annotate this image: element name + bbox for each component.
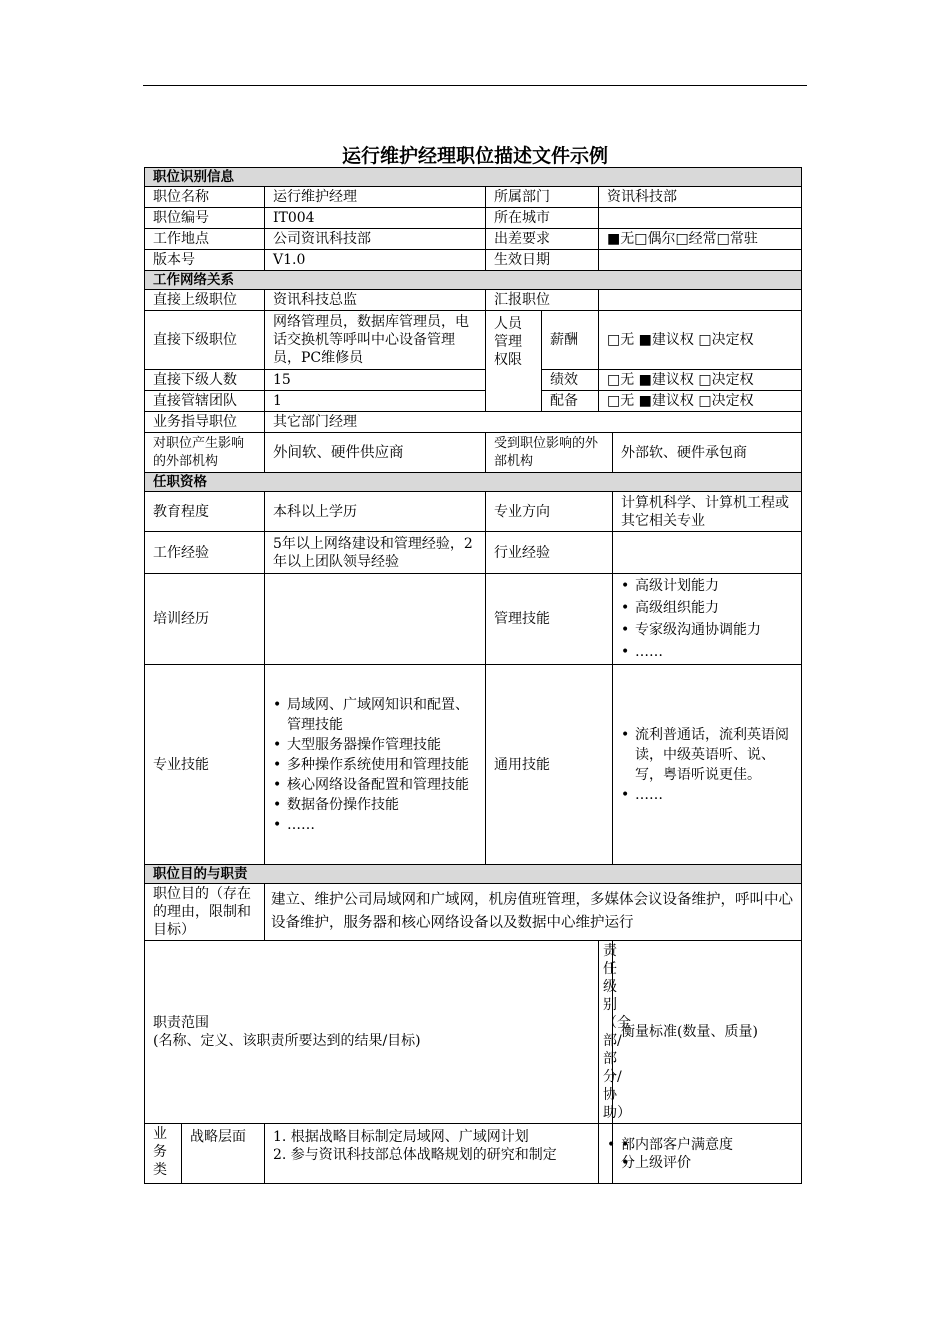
general-skills-list (613, 665, 802, 865)
section-header-network: 工作网络关系 (145, 271, 802, 290)
responsibility-level-label: 责任级别（全部/部分/协助） (599, 941, 613, 1124)
section-header-purpose: 职位目的与职责 (145, 865, 802, 884)
major-label: 专业方向 (486, 492, 613, 532)
guidance-value: 其它部门经理 (265, 412, 802, 433)
purpose-label: 职位目的（存在的理由，限制和目标） (145, 884, 265, 941)
list-item: • 数据备份操作技能 (273, 795, 477, 815)
list-item: 1. 根据战略目标制定局域网、广域网计划 (273, 1129, 529, 1145)
list-item: 2. 参与资讯科技部总体战略规划的研究和制定 (273, 1147, 557, 1163)
staffing-authority: □无 ■建议权 □决定权 (599, 391, 802, 412)
travel-value: ■无□偶尔□经常□常驻 (599, 229, 802, 250)
travel-label: 出差要求 (486, 229, 599, 250)
management-skills-label: 管理技能 (486, 574, 613, 665)
city-label: 所在城市 (486, 208, 599, 229)
job-description-table (144, 167, 802, 1184)
salary-authority: □无 ■建议权 □决定权 (599, 311, 802, 370)
team-label: 直接管辖团队 (145, 391, 265, 412)
strategy-measures (613, 1124, 802, 1184)
education-label: 教育程度 (145, 492, 265, 532)
subordinate-label: 直接下级职位 (145, 311, 265, 370)
education-value: 本科以上学历 (265, 492, 486, 532)
staffing-label: 配备 (542, 391, 599, 412)
list-item: • 局域网、广域网知识和配置、管理技能 (273, 695, 477, 735)
training-value (265, 574, 486, 665)
scope-title: 职责范围 (153, 1015, 209, 1031)
document-title: 运行维护经理职位描述文件示例 (341, 145, 608, 167)
industry-label: 行业经验 (486, 532, 613, 574)
experience-label: 工作经验 (145, 532, 265, 574)
list-item: • 核心网络设备配置和管理技能 (273, 775, 477, 795)
subordinate-count-label: 直接下级人数 (145, 370, 265, 391)
job-code-value: IT004 (265, 208, 486, 229)
list-item: • 内部客户满意度 (621, 1136, 793, 1154)
performance-label: 绩效 (542, 370, 599, 391)
location-label: 工作地点 (145, 229, 265, 250)
section-header-identification: 职位识别信息 (145, 168, 802, 187)
header-rule (143, 85, 807, 86)
performance-authority: □无 ■建议权 □决定权 (599, 370, 802, 391)
professional-skills-label: 专业技能 (145, 665, 265, 865)
external-affected-value: 外部软、硬件承包商 (613, 433, 802, 473)
guidance-label: 业务指导职位 (145, 412, 265, 433)
effective-date-value (599, 250, 802, 271)
section-header-qualifications: 任职资格 (145, 473, 802, 492)
external-influencer-value: 外间软、硬件供应商 (265, 433, 486, 473)
superior-label: 直接上级职位 (145, 290, 265, 311)
list-item: • 上级评价 (621, 1154, 793, 1172)
effective-date-label: 生效日期 (486, 250, 599, 271)
job-name-value: 运行维护经理 (265, 187, 486, 208)
dept-value: 资讯科技部 (599, 187, 802, 208)
job-code-label: 职位编号 (145, 208, 265, 229)
team-value: 1 (265, 391, 486, 412)
list-item: • 大型服务器操作管理技能 (273, 735, 477, 755)
version-value: V1.0 (265, 250, 486, 271)
list-item: • …… (621, 641, 793, 663)
external-influencer-label: 对职位产生影响的外部机构 (145, 433, 265, 473)
measure-label: 衡量标准(数量、质量) (613, 941, 802, 1124)
list-item: • …… (273, 815, 477, 835)
dept-label: 所属部门 (486, 187, 599, 208)
list-item: • 多种操作系统使用和管理技能 (273, 755, 477, 775)
city-value (599, 208, 802, 229)
strategy-items (265, 1124, 599, 1184)
job-name-label: 职位名称 (145, 187, 265, 208)
strategy-level-cell (599, 1124, 635, 1184)
list-item: • 专家级沟通协调能力 (621, 619, 793, 641)
training-label: 培训经历 (145, 574, 265, 665)
major-value: 计算机科学、计算机工程或其它相关专业 (613, 492, 802, 532)
industry-value (613, 532, 802, 574)
external-affected-label: 受到职位影响的外部机构 (486, 433, 613, 473)
subordinate-count-value: 15 (265, 370, 486, 391)
list-item: • 高级组织能力 (621, 597, 793, 619)
salary-label: 薪酬 (542, 311, 599, 370)
responsibility-scope-header (145, 941, 599, 1124)
subordinate-value: 网络管理员，数据库管理员，电话交换机等呼叫中心设备管理员，PC维修员 (265, 311, 486, 370)
list-item: • 高级计划能力 (621, 575, 793, 597)
list-item: • …… (621, 785, 793, 805)
experience-value: 5年以上网络建设和管理经验，2年以上团队领导经验 (265, 532, 486, 574)
list-item: • 流利普通话，流利英语阅读，中级英语听、说、写，粤语听说更佳。 (621, 725, 793, 785)
version-label: 版本号 (145, 250, 265, 271)
management-skills-list (613, 574, 802, 665)
location-value: 公司资讯科技部 (265, 229, 486, 250)
superior-value: 资讯科技总监 (265, 290, 486, 311)
report-value (599, 290, 802, 311)
scope-subtitle: (名称、定义、该职责所要达到的结果/目标) (153, 1033, 421, 1049)
strategy-label: 战略层面 (182, 1124, 265, 1184)
report-label: 汇报职位 (486, 290, 599, 311)
professional-skills-list (265, 665, 486, 865)
strategy-level: • 部分 (607, 1136, 621, 1172)
general-skills-label: 通用技能 (486, 665, 613, 865)
purpose-value: 建立、维护公司局域网和广域网，机房值班管理，多媒体会议设备维护，呼叫中心设备维护，服务器和核心网络设备以及数据中心维护运行 (265, 884, 802, 941)
business-category-label: 业务类 (145, 1124, 182, 1184)
authority-label: 人员管理权限 (486, 311, 542, 412)
